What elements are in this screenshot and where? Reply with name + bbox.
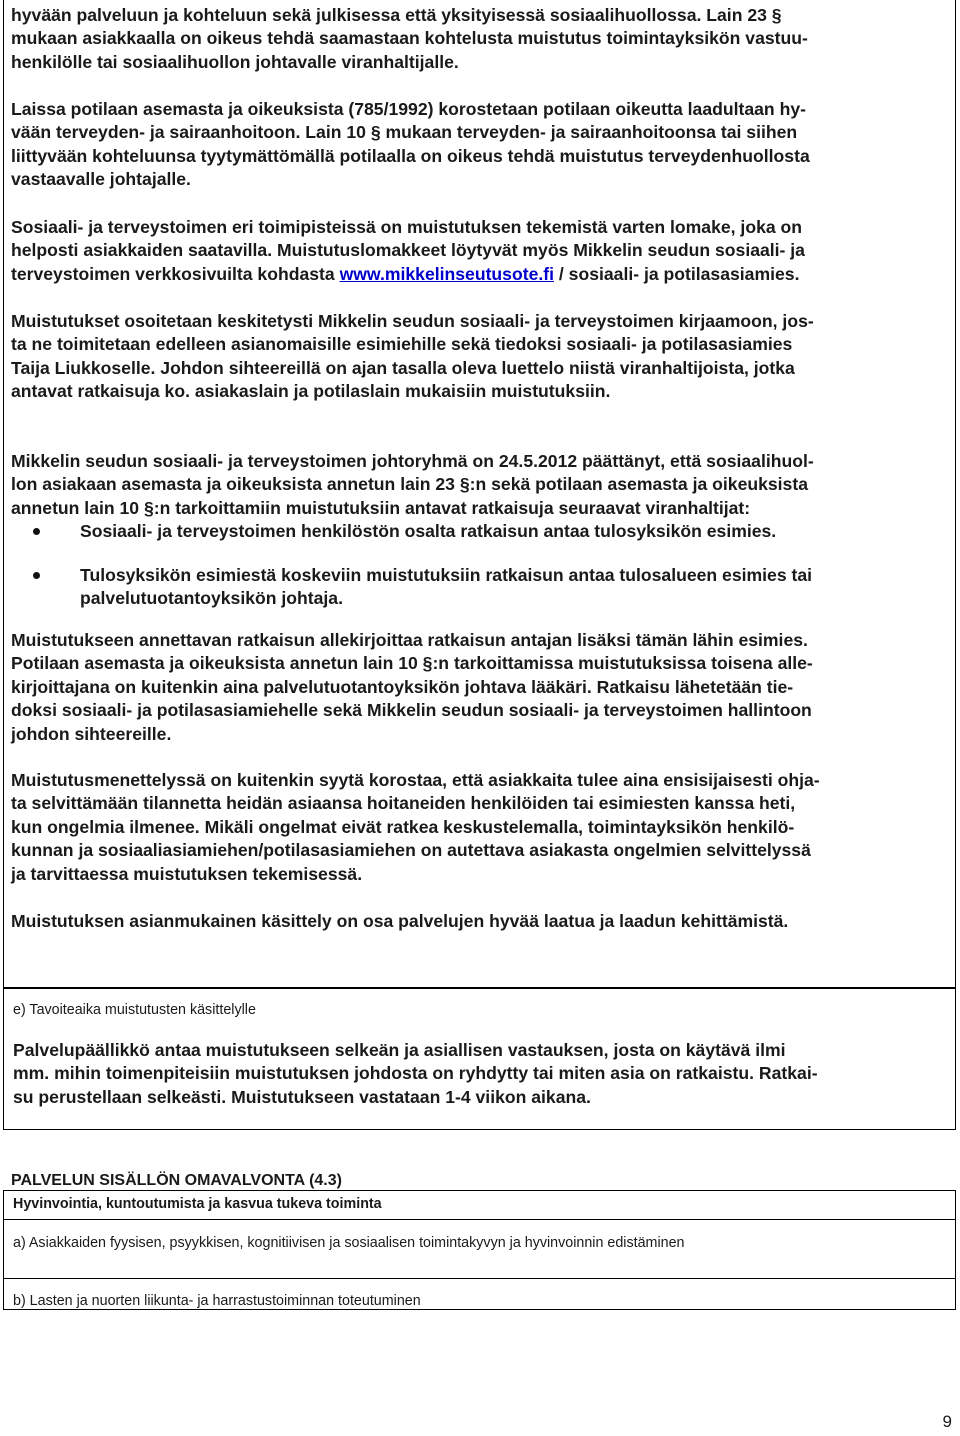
text-line: kunnan ja sosiaaliasiamiehen/potilasasiamiehen on autettava asiakasta ongelmien selvittelyssä (11, 840, 811, 861)
text-line: Tulosyksikön esimiestä koskeviin muistutuksiin ratkaisun antaa tulosalueen esimies tai (80, 565, 813, 585)
text-segment: / sosiaali- ja potilasasiamies. (554, 263, 800, 284)
text-line: kun ongelmia ilmenee. Mikäli ongelmat eivät ratkea keskustelemalla, toimintayksikön henkilö- (11, 816, 795, 837)
text-line: vään terveyden- ja sairaanhoitoon. Lain 10 § mukaan terveyden- ja sairaanhoitoonsa tai siihen (11, 122, 798, 143)
target-time-text (13, 1039, 945, 1109)
page-number: 9 (942, 1412, 952, 1431)
bullet-list-item (0, 520, 960, 544)
text-segment: terveystoimen verkkosivuilta kohdasta (11, 263, 340, 284)
bullet-icon (33, 572, 40, 579)
paragraph-intro (11, 4, 943, 74)
text-line: Palvelupäällikkö antaa muistutukseen selkeän ja asiallisen vastauksen, josta on käytävä ilmi (13, 1040, 786, 1060)
text-line: palvelutuotantoyksikön johtaja. (80, 588, 343, 609)
section-heading: e) Tavoiteaika muistutusten käsittelylle (13, 1002, 256, 1018)
item-a-box (3, 1219, 956, 1279)
text-line: Taija Liukkoselle. Johdon sihteereillä on ajan tasalla oleva luettelo niistä viranhaltijoista, jotka (11, 357, 795, 378)
text-line-with-link (11, 263, 943, 286)
text-line: Laissa potilaan asemasta ja oikeuksista (785/1992) korostetaan potilaan oikeutta laadultaan hy- (11, 99, 806, 119)
text-line: helposti asiakkaiden saatavilla. Muistutuslomakkeet löytyvät myös Mikkelin seudun sosiaali- ja (11, 240, 805, 261)
paragraph-forms (11, 216, 943, 286)
text-line: kirjoittajana on kuitenkin aina palvelutuotantoyksikön johtava lääkäri. Ratkaisu lähetetään tie- (11, 676, 794, 697)
text-line: vastaavalle johtajalle. (11, 169, 191, 190)
text-line: antavat ratkaisuja ko. asiakaslain ja potilaslain mukaisiin muistutuksiin. (11, 381, 611, 402)
paragraph-quality (11, 910, 943, 933)
paragraph-registry (11, 310, 943, 404)
paragraph-signatures (11, 629, 943, 746)
text-line: lon asiakaan asemasta ja oikeuksista annetun lain 23 §:n sekä potilaan asemasta ja oikeuksista (11, 474, 808, 495)
item-b-text: b) Lasten ja nuorten liikunta- ja harrastustoiminnan toteutuminen (13, 1293, 421, 1309)
paragraph-decision (11, 450, 943, 520)
text-line: Muistutukset osoitetaan keskitetysti Mikkelin seudun sosiaali- ja terveystoimen kirjaamoon, jos- (11, 311, 814, 331)
text-line: ja tarvittaessa muistutuksen tekemisessä. (11, 863, 363, 884)
text-line: Potilaan asemasta ja oikeuksista annetun lain 10 §:n tarkoittamissa muistutuksissa toisena alle- (11, 653, 813, 674)
text-line: henkilölle tai sosiaalihuollon johtavalle viranhaltijalle. (11, 51, 459, 72)
section-subheading: Hyvinvointia, kuntoutumista ja kasvua tukeva toiminta (13, 1196, 382, 1212)
text-line: ta ne toimitetaan edelleen asianomaisille esimiehille sekä tiedoksi sosiaali- ja potilasasiamies (11, 334, 793, 355)
text-line: mm. mihin toimenpiteisiin muistutuksen johdosta on ryhdytty tai miten asia on ratkaistu. Ratkai- (13, 1063, 818, 1084)
item-b-box (3, 1278, 956, 1310)
text-line: su perustellaan selkeästi. Muistutukseen vastataan 1-4 viikon aikana. (13, 1086, 591, 1107)
website-link[interactable]: www.mikkelinseutusote.fi (339, 263, 554, 284)
text-line: Muistutukseen annettavan ratkaisun allekirjoittaa ratkaisun antajan lisäksi tämän lähin esimies. (11, 630, 808, 650)
text-line: liittyvään kohteluunsa tyytymättömällä potilaalla on oikeus tehdä muistutus terveydenhuollosta (11, 145, 810, 166)
text-line: mukaan asiakkaalla on oikeus tehdä saamastaan kohtelusta muistutus toimintayksikön vastuu- (11, 28, 808, 49)
bullet-list-item (0, 564, 960, 612)
item-a-text: a) Asiakkaiden fyysisen, psyykkisen, kognitiivisen ja sosiaalisen toimintakyvyn ja hyvinvoinnin edistäminen (13, 1235, 685, 1251)
bullet-text: Sosiaali- ja terveystoimen henkilöstön osalta ratkaisun antaa tulosyksikön esimies. (80, 521, 777, 541)
paragraph-patient-rights (11, 98, 943, 192)
text-line: johdon sihteereille. (11, 723, 172, 744)
bullet-text (80, 564, 812, 611)
paragraph-procedure (11, 769, 943, 886)
text-line: doksi sosiaali- ja potilasasiamiehelle sekä Mikkelin seudun sosiaali- ja terveystoimen hallintoon (11, 700, 812, 721)
text-line: Sosiaali- ja terveystoimen eri toimipisteissä on muistutuksen tekemistä varten lomake, joka on (11, 217, 803, 237)
text-line: Muistutuksen asianmukainen käsittely on osa palvelujen hyvää laatua ja laadun kehittämistä. (11, 911, 789, 931)
text-line: ta selvittämään tilannetta heidän asiaansa hoitaneiden henkilöiden tai esimiesten kanssa heti, (11, 793, 796, 814)
bullet-icon (33, 528, 40, 535)
text-line: Mikkelin seudun sosiaali- ja terveystoimen johtoryhmä on 24.5.2012 päättänyt, että sosiaalihuol- (11, 451, 814, 471)
wellbeing-heading-box (3, 1190, 956, 1220)
target-time-box (3, 988, 956, 1130)
section-title: PALVELUN SISÄLLÖN OMAVALVONTA (4.3) (11, 1172, 342, 1189)
text-line: Muistutusmenettelyssä on kuitenkin syytä korostaa, että asiakkaita tulee aina ensisijaisesti ohja- (11, 770, 820, 790)
text-line: annetun lain 10 §:n tarkoittamiin muistutuksiin antavat ratkaisuja seuraavat viranhaltijat: (11, 497, 751, 518)
text-line: hyvään palveluun ja kohteluun sekä julkisessa että yksityisessä sosiaalihuollossa. Lain 23 § (11, 5, 782, 25)
